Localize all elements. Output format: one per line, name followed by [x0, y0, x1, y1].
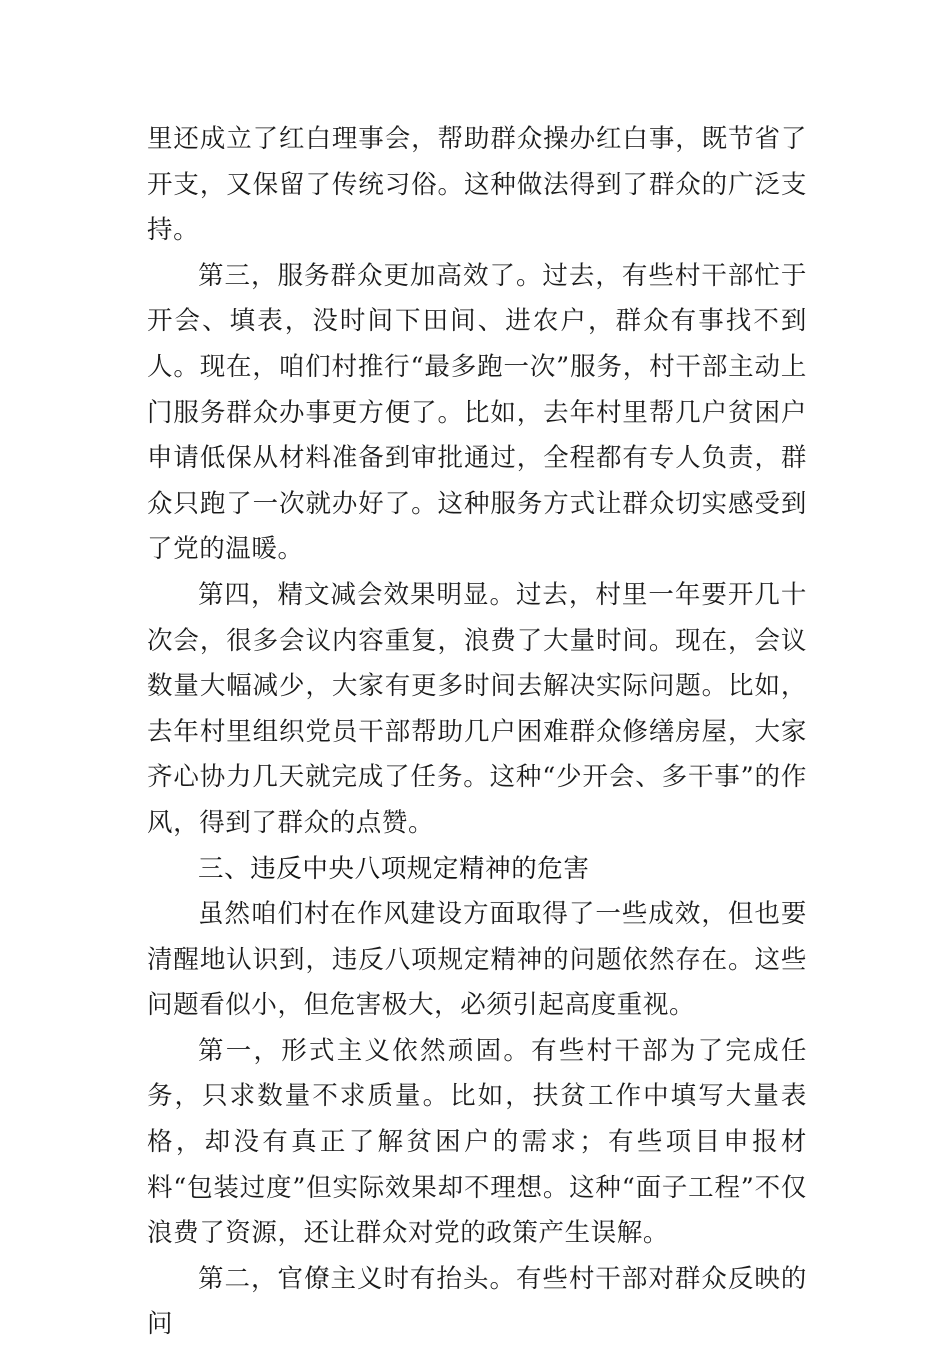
paragraph-second-harm: 第二，官僚主义时有抬头。有些村干部对群众反映的问	[147, 1263, 807, 1340]
paragraph-third-point: 第三，服务群众更加高效了。过去，有些村干部忙于开会、填表，没时间下田间、进农户，群众有事找不到人。现在，咱们村推行“最多跑一次”服务，村干部主动上门服务群众办事更方便了。比如，去年村里帮几户贫困户申请低保从材料准备到审批通过，全程都有专人负责，群众只跑了一次就办好了。这种服务方式让群众切实感受到了党的温暖。	[147, 260, 807, 565]
paragraph-section-intro: 虽然咱们村在作风建设方面取得了一些成效，但也要清醒地认识到，违反八项规定精神的问题依然存在。这些问题看似小，但危害极大，必须引起高度重视。	[147, 899, 807, 1021]
paragraph-continuation: 里还成立了红白理事会，帮助群众操办红白事，既节省了开支，又保留了传统习俗。这种做法得到了群众的广泛支持。	[147, 124, 807, 246]
paragraph-fourth-point: 第四，精文减会效果明显。过去，村里一年要开几十次会，很多会议内容重复，浪费了大量时间。现在，会议数量大幅减少，大家有更多时间去解决实际问题。比如，去年村里组织党员干部帮助几户困难群众修缮房屋，大家齐心协力几天就完成了任务。这种“少开会、多干事”的作风，得到了群众的点赞。	[147, 579, 807, 838]
document-body	[147, 117, 807, 1348]
paragraph-first-harm: 第一，形式主义依然顽固。有些村干部为了完成任务，只求数量不求质量。比如，扶贫工作中填写大量表格，却没有真正了解贫困户的需求；有些项目申报材料“包装过度”但实际效果却不理想。这种“面子工程”不仅浪费了资源，还让群众对党的政策产生误解。	[147, 1035, 807, 1249]
section-heading: 三、违反中央八项规定精神的危害	[198, 853, 590, 884]
